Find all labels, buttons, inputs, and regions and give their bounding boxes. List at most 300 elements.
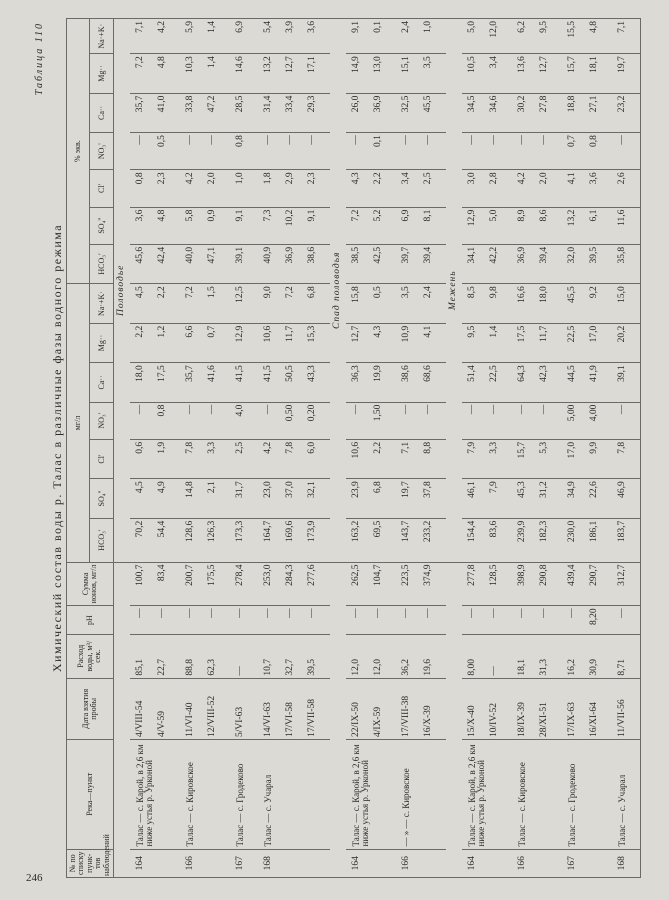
value-cell: 31,7 (230, 479, 258, 518)
value-cell: 64,3 (512, 363, 540, 402)
group-pct: % экв. (67, 19, 90, 284)
value-cell: 128,6 (180, 518, 208, 562)
value-cell: 45,5 (424, 93, 446, 132)
value-cell: 39,7 (396, 244, 424, 283)
value-cell: 13,2 (258, 54, 286, 93)
col-no: № по списку пунк- тов наблюдений (67, 849, 114, 877)
value-cell: 2,2 (374, 170, 396, 207)
value-cell: 43,3 (308, 363, 330, 402)
value-cell: 233,2 (424, 518, 446, 562)
station-number: 164 (462, 849, 490, 877)
value-cell: 4,3 (374, 323, 396, 362)
section-title: Спад половодья (330, 19, 346, 563)
value-cell: — (346, 402, 374, 439)
sample-date: 11/VI-40 (180, 678, 208, 739)
sample-date: 17/VII-58 (308, 678, 330, 739)
value-cell: 17,0 (562, 439, 590, 478)
value-cell: 4,8 (158, 207, 180, 244)
value-cell: 2,5 (230, 439, 258, 478)
site-name (286, 739, 308, 849)
value-cell: 15,7 (562, 54, 590, 93)
value-cell: 3,3 (208, 439, 230, 478)
station-number (490, 849, 512, 877)
value-cell: — (490, 606, 512, 634)
value-cell: 29,3 (308, 93, 330, 132)
value-cell: — (230, 606, 258, 634)
station-number (540, 849, 562, 877)
value-cell: 39,1 (230, 244, 258, 283)
value-cell: 9,8 (490, 284, 512, 324)
value-cell: 0,6 (130, 439, 158, 478)
value-cell: 12,0 (490, 19, 512, 54)
sample-date: 22/IX-50 (346, 678, 374, 739)
value-cell: 239,9 (512, 518, 540, 562)
value-cell: — (286, 133, 308, 170)
table-row (346, 19, 374, 878)
sample-date: 14/VI-63 (258, 678, 286, 739)
value-cell: 42,2 (490, 244, 512, 283)
sample-date: 4/IX-59 (374, 678, 396, 739)
table-row (208, 19, 230, 878)
value-cell: 11,7 (540, 323, 562, 362)
value-cell: 3,3 (490, 439, 512, 478)
value-cell: 7,3 (258, 207, 286, 244)
value-cell: 9,0 (258, 284, 286, 324)
value-cell: 5,0 (462, 19, 490, 54)
value-cell: — (562, 606, 590, 634)
value-cell: 14,8 (180, 479, 208, 518)
value-cell: 37,0 (286, 479, 308, 518)
value-cell: 31,4 (258, 93, 286, 132)
value-cell: — (258, 133, 286, 170)
site-name: Талас — с. Гродеково (562, 739, 590, 849)
value-cell: 2,9 (286, 170, 308, 207)
value-cell: 5,8 (180, 207, 208, 244)
value-cell: 28,5 (230, 93, 258, 132)
value-cell: 7,1 (396, 439, 424, 478)
value-cell: 3,6 (130, 207, 158, 244)
value-cell: 9,1 (346, 19, 374, 54)
table-row (490, 19, 512, 878)
value-cell: 2,6 (612, 170, 641, 207)
value-cell: 126,3 (208, 518, 230, 562)
value-cell: 253,0 (258, 562, 286, 606)
value-cell: 18,0 (130, 363, 158, 402)
flow-value: 88,8 (180, 634, 208, 678)
value-cell: 35,7 (180, 363, 208, 402)
sample-date: 4/V-59 (158, 678, 180, 739)
value-cell: 17,5 (158, 363, 180, 402)
value-cell: 31,2 (540, 479, 562, 518)
value-cell: 312,7 (612, 562, 641, 606)
value-cell: 143,7 (396, 518, 424, 562)
value-cell: 38,6 (308, 244, 330, 283)
value-cell: 2,0 (540, 170, 562, 207)
value-cell: 23,2 (612, 93, 641, 132)
value-cell: — (512, 606, 540, 634)
value-cell: 9,1 (230, 207, 258, 244)
station-number: 167 (230, 849, 258, 877)
value-cell: 0,8 (130, 170, 158, 207)
sample-date: 16/X-39 (424, 678, 446, 739)
value-cell: 0,8 (230, 133, 258, 170)
value-cell: 83,4 (158, 562, 180, 606)
value-cell: 20,2 (612, 323, 641, 362)
value-cell: — (424, 606, 446, 634)
table-row (130, 19, 158, 878)
value-cell: — (208, 402, 230, 439)
value-cell: 2,2 (158, 284, 180, 324)
value-cell: 4,3 (346, 170, 374, 207)
sample-date: 10/IV-52 (490, 678, 512, 739)
flow-value: 36,2 (396, 634, 424, 678)
value-cell: — (130, 402, 158, 439)
value-cell: 40,9 (258, 244, 286, 283)
table-row (590, 19, 612, 878)
table-title: Химический состав воды р. Талас в различные фазы водного режима (50, 223, 64, 673)
value-cell: 0,20 (308, 402, 330, 439)
station-number (374, 849, 396, 877)
value-cell: — (258, 606, 286, 634)
station-number (158, 849, 180, 877)
value-cell: 36,9 (374, 93, 396, 132)
value-cell: — (346, 133, 374, 170)
section-row (113, 19, 130, 878)
flow-value: 22,7 (158, 634, 180, 678)
section-row (446, 19, 462, 878)
value-cell: 164,7 (258, 518, 286, 562)
value-cell: — (396, 606, 424, 634)
value-cell: 2,4 (424, 284, 446, 324)
value-cell: 36,9 (286, 244, 308, 283)
value-cell: 42,5 (374, 244, 396, 283)
value-cell: — (308, 133, 330, 170)
value-cell: 3,6 (590, 170, 612, 207)
flow-value: 19,6 (424, 634, 446, 678)
value-cell: 30,2 (512, 93, 540, 132)
station-number: 166 (180, 849, 208, 877)
value-cell: 34,6 (490, 93, 512, 132)
col-sum: Сумма ионов, мг/л (67, 562, 114, 606)
value-cell: 175,5 (208, 562, 230, 606)
value-cell: — (180, 402, 208, 439)
flow-value: 32,7 (286, 634, 308, 678)
chemistry-table (66, 18, 641, 878)
table-body (113, 19, 640, 878)
value-cell: — (258, 402, 286, 439)
section-title: Межень (446, 19, 462, 563)
value-cell: 9,9 (590, 439, 612, 478)
sample-date: 11/VII-56 (612, 678, 641, 739)
value-cell: 2,2 (130, 323, 158, 362)
value-cell: 41,5 (258, 363, 286, 402)
value-cell: 15,7 (512, 439, 540, 478)
value-cell: 23,0 (258, 479, 286, 518)
sample-date: 5/VI-63 (230, 678, 258, 739)
value-cell: 35,8 (612, 244, 641, 283)
value-cell: 7,1 (130, 19, 158, 54)
station-number: 168 (612, 849, 641, 877)
value-cell: 8,5 (462, 284, 490, 324)
value-cell: 42,3 (540, 363, 562, 402)
value-cell: 6,2 (512, 19, 540, 54)
value-cell: 46,9 (612, 479, 641, 518)
value-cell: 45,6 (130, 244, 158, 283)
flow-value: — (230, 634, 258, 678)
value-cell: — (612, 606, 641, 634)
value-cell: 182,3 (540, 518, 562, 562)
value-cell: 277,8 (462, 562, 490, 606)
value-cell: 1,2 (158, 323, 180, 362)
value-cell: 1,4 (490, 323, 512, 362)
sample-date: 17/IX-63 (562, 678, 590, 739)
value-cell: 2,2 (374, 439, 396, 478)
value-cell: — (540, 402, 562, 439)
value-cell: 4,1 (562, 170, 590, 207)
section-title: Половодье (113, 19, 130, 563)
site-name: Талас — с. Гродеково (230, 739, 258, 849)
value-cell: 54,4 (158, 518, 180, 562)
value-cell: 15,1 (396, 54, 424, 93)
col-cl: Cl' (90, 439, 113, 478)
value-cell: 5,00 (562, 402, 590, 439)
value-cell: 51,4 (462, 363, 490, 402)
value-cell: 9,5 (462, 323, 490, 362)
table-row (462, 19, 490, 878)
value-cell: 169,6 (286, 518, 308, 562)
value-cell: 3,4 (490, 54, 512, 93)
flow-value: 8,00 (462, 634, 490, 678)
value-cell: 39,1 (612, 363, 641, 402)
value-cell: 374,9 (424, 562, 446, 606)
value-cell: 47,1 (208, 244, 230, 283)
table-row (158, 19, 180, 878)
value-cell: 10,9 (396, 323, 424, 362)
value-cell: 0,5 (374, 284, 396, 324)
value-cell: 22,6 (590, 479, 612, 518)
value-cell: 10,6 (258, 323, 286, 362)
col-so4: SO₄'' (90, 479, 113, 518)
station-number: 166 (396, 849, 424, 877)
station-number (590, 849, 612, 877)
table-row (230, 19, 258, 878)
value-cell: 7,8 (612, 439, 641, 478)
value-cell: 1,8 (258, 170, 286, 207)
value-cell: — (180, 606, 208, 634)
value-cell: 33,4 (286, 93, 308, 132)
value-cell: 4,2 (158, 19, 180, 54)
sample-date: 28/XI-51 (540, 678, 562, 739)
value-cell: — (462, 606, 490, 634)
value-cell: 44,5 (562, 363, 590, 402)
site-name: Талас — с. Карой, в 2,6 км ниже устья р. Урконой (346, 739, 374, 849)
value-cell: 39,4 (424, 244, 446, 283)
flow-value: 18,1 (512, 634, 540, 678)
site-name (590, 739, 612, 849)
value-cell: 12,7 (286, 54, 308, 93)
value-cell: 70,2 (130, 518, 158, 562)
station-number: 167 (562, 849, 590, 877)
value-cell: 4,9 (158, 479, 180, 518)
value-cell: 4,2 (180, 170, 208, 207)
table-row (286, 19, 308, 878)
table-row (612, 19, 641, 878)
sample-date: 16/XI-64 (590, 678, 612, 739)
value-cell: 2,8 (490, 170, 512, 207)
sample-date: 18/IX-39 (512, 678, 540, 739)
value-cell: 13,2 (562, 207, 590, 244)
value-cell: — (346, 606, 374, 634)
site-name (374, 739, 396, 849)
value-cell: 6,9 (230, 19, 258, 54)
value-cell: 10,2 (286, 207, 308, 244)
value-cell: — (512, 133, 540, 170)
value-cell: 284,3 (286, 562, 308, 606)
value-cell: 5,3 (540, 439, 562, 478)
value-cell: 7,2 (180, 284, 208, 324)
value-cell: — (374, 606, 396, 634)
value-cell: 290,7 (590, 562, 612, 606)
site-name (490, 739, 512, 849)
value-cell: 38,5 (346, 244, 374, 283)
value-cell: 3,9 (286, 19, 308, 54)
value-cell: 17,0 (590, 323, 612, 362)
value-cell: 39,4 (540, 244, 562, 283)
value-cell: 2,1 (208, 479, 230, 518)
value-cell: 41,9 (590, 363, 612, 402)
value-cell: 3,0 (462, 170, 490, 207)
value-cell: 4,0 (230, 402, 258, 439)
value-cell: 5,4 (258, 19, 286, 54)
value-cell: 6,9 (396, 207, 424, 244)
value-cell: 3,6 (308, 19, 330, 54)
value-cell: 38,6 (396, 363, 424, 402)
page-number: 246 (26, 872, 43, 884)
value-cell: 18,1 (590, 54, 612, 93)
value-cell: 36,3 (346, 363, 374, 402)
flow-value: 10,7 (258, 634, 286, 678)
value-cell: — (208, 606, 230, 634)
station-number (424, 849, 446, 877)
value-cell: 4,5 (130, 479, 158, 518)
value-cell: 1,50 (374, 402, 396, 439)
value-cell: 1,4 (208, 54, 230, 93)
col-ph: pH (67, 606, 114, 634)
value-cell: 15,5 (562, 19, 590, 54)
value-cell: — (462, 402, 490, 439)
value-cell: 47,2 (208, 93, 230, 132)
value-cell: 7,8 (286, 439, 308, 478)
value-cell: 5,9 (180, 19, 208, 54)
value-cell: 14,9 (346, 54, 374, 93)
value-cell: — (308, 606, 330, 634)
value-cell: 6,8 (308, 284, 330, 324)
value-cell: 45,5 (562, 284, 590, 324)
value-cell: — (540, 133, 562, 170)
value-cell: 5,0 (490, 207, 512, 244)
value-cell: 2,3 (158, 170, 180, 207)
flow-value: 62,3 (208, 634, 230, 678)
value-cell: 1,0 (424, 19, 446, 54)
site-name: Талас — с. Карой, в 2,6 км ниже устья р. Урконой (462, 739, 490, 849)
value-cell: 3,5 (424, 54, 446, 93)
value-cell: 154,4 (462, 518, 490, 562)
value-cell: 0,5 (158, 133, 180, 170)
value-cell: 186,1 (590, 518, 612, 562)
value-cell: 12,5 (230, 284, 258, 324)
rotated-table-page (34, 18, 654, 878)
value-cell: 2,0 (208, 170, 230, 207)
value-cell: 40,0 (180, 244, 208, 283)
value-cell: 9,5 (540, 19, 562, 54)
value-cell: 223,5 (396, 562, 424, 606)
value-cell: 23,9 (346, 479, 374, 518)
value-cell: 8,1 (424, 207, 446, 244)
sample-date: 17/VIII-38 (396, 678, 424, 739)
value-cell: 128,5 (490, 562, 512, 606)
value-cell: 27,8 (540, 93, 562, 132)
value-cell: 200,7 (180, 562, 208, 606)
value-cell: — (424, 133, 446, 170)
section-spacer (113, 562, 130, 877)
value-cell: 7,2 (346, 207, 374, 244)
station-number: 168 (258, 849, 286, 877)
value-cell: — (540, 606, 562, 634)
value-cell: 0,7 (562, 133, 590, 170)
value-cell: 4,8 (158, 54, 180, 93)
value-cell: 18,8 (562, 93, 590, 132)
value-cell: 4,2 (258, 439, 286, 478)
table-row (512, 19, 540, 878)
value-cell: 6,8 (374, 479, 396, 518)
site-name: — » — с. Кировское (396, 739, 424, 849)
col-no3-pct: NO₃' (90, 133, 113, 170)
value-cell: 69,5 (374, 518, 396, 562)
value-cell: 0,1 (374, 133, 396, 170)
value-cell: 0,8 (590, 133, 612, 170)
value-cell: 3,4 (396, 170, 424, 207)
value-cell: 8,8 (424, 439, 446, 478)
value-cell: 439,4 (562, 562, 590, 606)
value-cell: 33,8 (180, 93, 208, 132)
sample-date: 17/VI-58 (286, 678, 308, 739)
value-cell: 12,9 (462, 207, 490, 244)
site-name (540, 739, 562, 849)
value-cell: 11,6 (612, 207, 641, 244)
value-cell: 22,5 (490, 363, 512, 402)
col-site: Река—пункт (67, 739, 114, 849)
value-cell: 17,1 (308, 54, 330, 93)
value-cell: 10,5 (462, 54, 490, 93)
flow-value: 85,1 (130, 634, 158, 678)
value-cell: 1,9 (158, 439, 180, 478)
value-cell: 32,0 (562, 244, 590, 283)
station-number (208, 849, 230, 877)
col-flow: Расход воды, м³/сек. (67, 634, 114, 678)
value-cell: 37,8 (424, 479, 446, 518)
value-cell: 12,7 (540, 54, 562, 93)
value-cell: — (130, 606, 158, 634)
value-cell: 8,6 (540, 207, 562, 244)
flow-value: 12,0 (346, 634, 374, 678)
value-cell: 41,6 (208, 363, 230, 402)
value-cell: 26,0 (346, 93, 374, 132)
flow-value: 30,9 (590, 634, 612, 678)
col-date: Дата взятия пробы (67, 678, 114, 739)
value-cell: 50,5 (286, 363, 308, 402)
value-cell: 4,8 (590, 19, 612, 54)
value-cell: 5,2 (374, 207, 396, 244)
